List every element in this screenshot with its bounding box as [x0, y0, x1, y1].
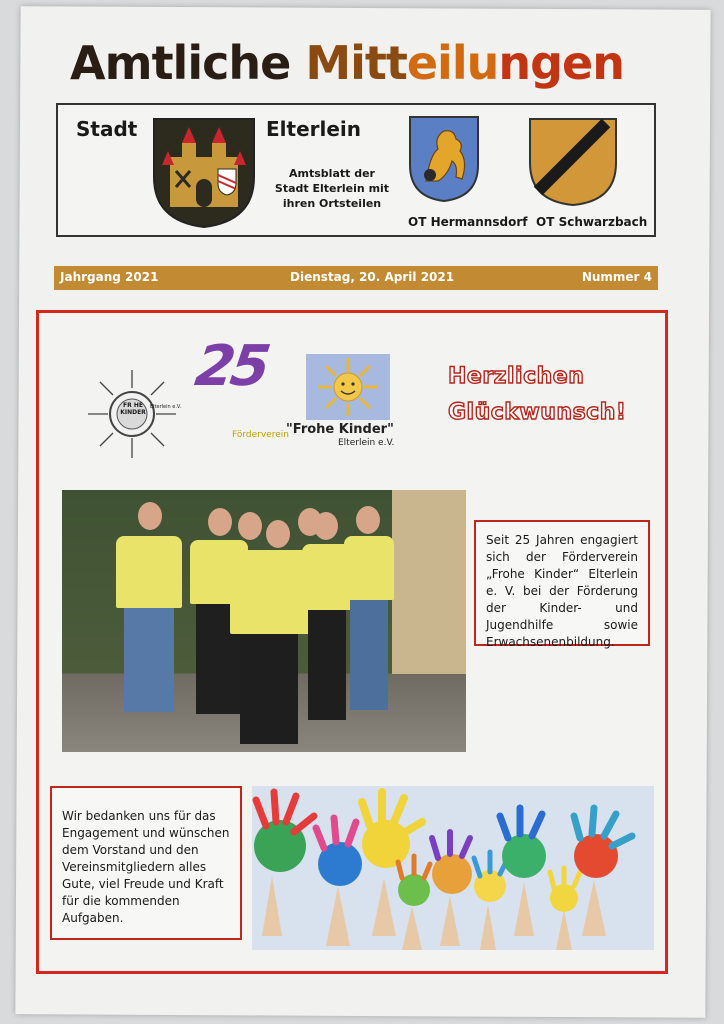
district-label-2: OT Schwarzbach: [536, 215, 648, 229]
issue-number: Nummer 4: [581, 270, 652, 284]
info-box-right: [474, 520, 650, 649]
info-box-right-text: Seit 25 Jahren engagiert sich der Förderverein „Frohe Kinder“ Elterlein e. V. bei der Förderung der Kinder- und Jugendhilfe sowie Erwachsenenbildung.: [486, 533, 638, 649]
masthead-title: [42, 36, 652, 90]
masthead-word-2a: Mitt: [305, 36, 407, 90]
logo-small-text: Elterlein e.V.: [150, 404, 182, 410]
city-coat-of-arms-icon: [152, 117, 256, 229]
issue-info-strip: [54, 266, 658, 290]
district-label-1: OT Hermannsdorf: [408, 215, 528, 229]
club-name: "Frohe Kinder": [286, 422, 394, 437]
subtitle-line-2: Stadt Elterlein mit: [274, 182, 390, 195]
hermannsdorf-lion-crest-icon: [408, 115, 480, 203]
greeting-line-2: Glückwunsch!: [448, 400, 627, 425]
masthead-word-2b: eilu: [406, 36, 499, 90]
city-label-right: Elterlein: [266, 117, 362, 141]
group-photo: [62, 490, 466, 752]
subtitle-line-3: ihren Ortsteilen: [282, 197, 382, 210]
club-prefix: Förderverein: [232, 430, 289, 440]
header-box: [56, 103, 656, 237]
masthead-word-1: Amtliche: [70, 36, 291, 90]
city-label-left: Stadt: [76, 117, 138, 141]
anniversary-number: 25: [191, 334, 271, 399]
painted-hands-image: [252, 786, 654, 950]
masthead-word-2c: ngen: [498, 36, 624, 90]
info-box-left-text: Wir bedanken uns für das Engagement und wünschen dem Vorstand und den Vereinsmitgliedern alles Gute, viel Freude und Kraft für die kommenden Aufgaben.: [62, 809, 230, 925]
info-box-left: [50, 786, 242, 940]
issue-date: Dienstag, 20. April 2021: [290, 270, 455, 284]
club-suffix: Elterlein e.V.: [338, 438, 395, 448]
logo-text: FR HE KINDER: [120, 402, 146, 416]
smiling-sun-icon: [306, 354, 390, 420]
greeting-line-1: Herzlichen: [448, 364, 585, 389]
schwarzbach-crest-icon: [528, 117, 618, 207]
subtitle-line-1: Amtsblatt der: [289, 167, 375, 180]
issue-year: Jahrgang 2021: [60, 270, 159, 284]
